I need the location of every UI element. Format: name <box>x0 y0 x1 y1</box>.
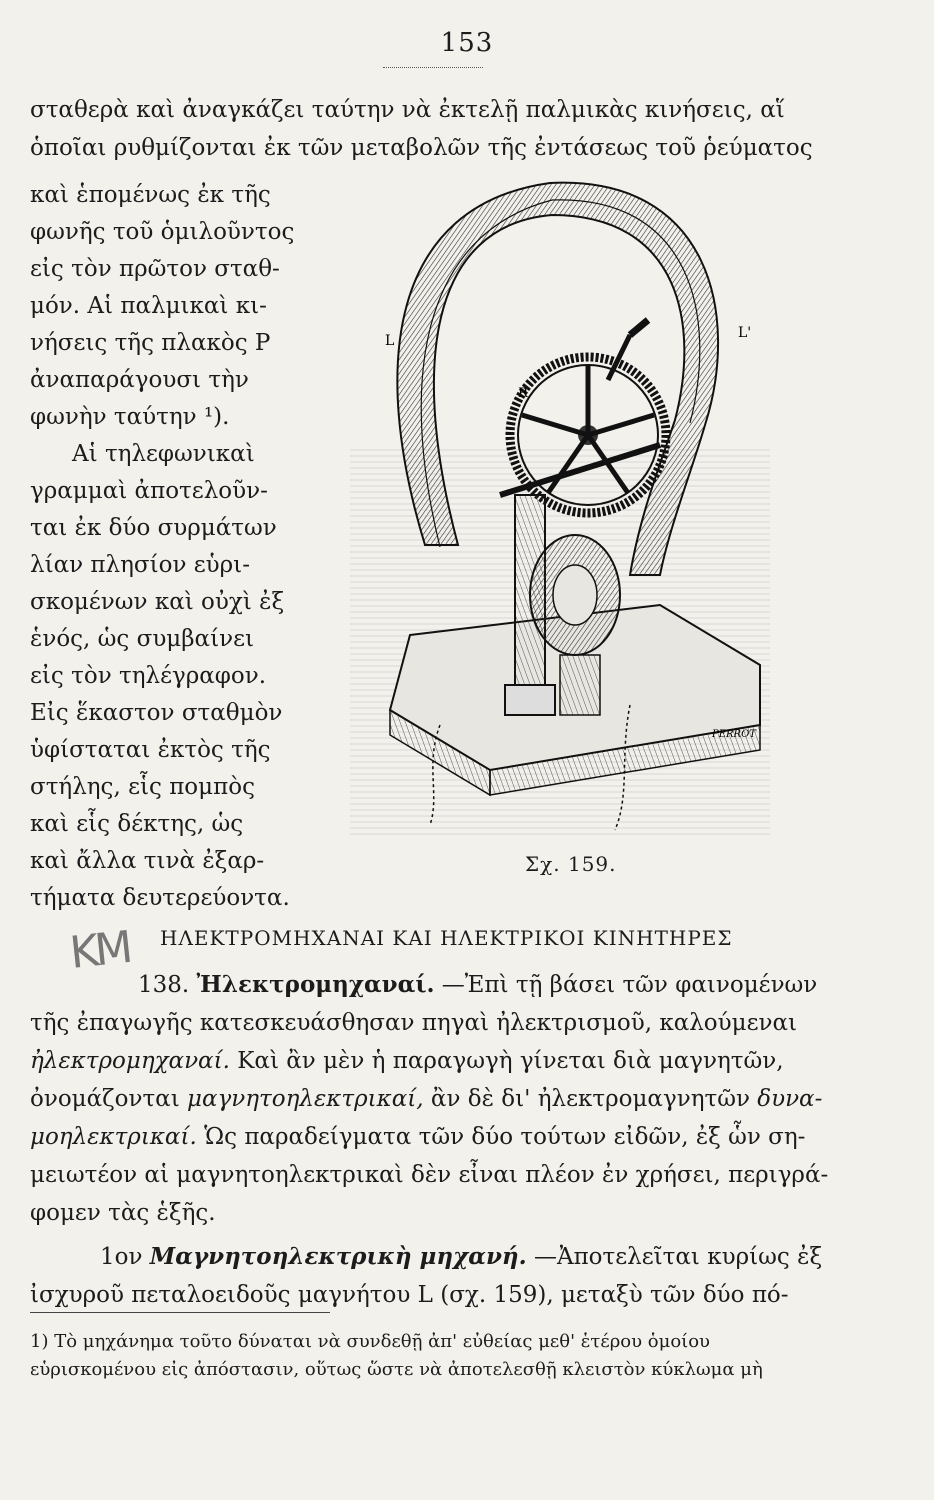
page-number: 153 <box>440 28 494 58</box>
column-line: εἰς τὸν τηλέγραφον. <box>30 663 267 689</box>
section-heading: ΗΛΕΚΤΡΟΜΗΧΑΝΑΙ ΚΑΙ ΗΛΕΚΤΡΙΚΟΙ ΚΙΝΗΤΗΡΕΣ <box>160 926 733 950</box>
handwritten-margin-note: KM <box>67 922 132 979</box>
body-line <box>30 1122 805 1152</box>
column-line: ἑνός, ὡς συμβαίνει <box>30 626 255 652</box>
engraver-signature: PERROT <box>712 729 756 740</box>
section-number: 138. <box>138 972 190 998</box>
column-line: φωνὴν ταύτην ¹). <box>30 404 230 430</box>
body-text: ὀνομάζονται <box>30 1086 180 1112</box>
body-text: ἂν δὲ δι' ἠλεκτρομαγνητῶν <box>430 1086 750 1112</box>
footnote-line: 1) Τὸ μηχάνημα τοῦτο δύναται νὰ συνδεθῇ ἀπ' εὐθείας μεθ' ἑτέρου ὁμοίου <box>30 1331 710 1352</box>
body-line: σταθερὰ καὶ ἀναγκάζει ταύτην νὰ ἐκτελῇ παλμικὰς κινήσεις, αἵ <box>30 97 785 123</box>
column-line: ὑφίσταται ἐκτὸς τῆς <box>30 737 271 763</box>
column-line: καὶ ἄλλα τινὰ ἐξαρ- <box>30 848 265 874</box>
body-line: τῆς ἐπαγωγῆς κατεσκευάσθησαν πηγαὶ ἠλεκτρισμοῦ, καλούμεναι <box>30 1010 798 1036</box>
body-line <box>30 1046 784 1076</box>
magneto-machine-illustration <box>330 165 780 845</box>
column-line: καὶ εἷς δέκτης, ὡς <box>30 811 244 837</box>
column-line: νήσεις τῆς πλακὸς P <box>30 330 271 356</box>
figure-label-l: L <box>385 333 395 349</box>
section-first-line <box>138 970 817 1000</box>
column-line: στήλης, εἷς πομπὸς <box>30 774 255 800</box>
column-line: εἰς τὸν πρῶτον σταθ- <box>30 256 280 282</box>
column-line: Αἱ τηλεφωνικαὶ <box>72 441 255 467</box>
subsection-text: —Ἀποτελεῖται κυρίως ἐξ <box>533 1244 823 1270</box>
column-line: σκομένων καὶ οὐχὶ ἐξ <box>30 589 285 615</box>
column-line: φωνῆς τοῦ ὁμιλοῦντος <box>30 219 295 245</box>
column-line: ἀναπαράγουσι τὴν <box>30 367 249 393</box>
column-line: γραμμαὶ ἀποτελοῦν- <box>30 478 268 504</box>
subsection-line <box>100 1242 822 1272</box>
section-text: —Ἐπὶ τῇ βάσει τῶν φαινομένων <box>441 972 818 998</box>
figure-label-r: R <box>518 386 528 401</box>
italic-term: ἠλεκτρομηχαναί. <box>30 1048 230 1074</box>
subsection-title: Μαγνητοηλεκτρικὴ μηχανή. <box>149 1243 527 1270</box>
italic-term: δυνα- <box>757 1086 823 1112</box>
body-text: Καὶ ἂν μὲν ἡ παραγωγὴ γίνεται διὰ μαγνητῶν, <box>237 1048 784 1074</box>
body-line: ἰσχυροῦ πεταλοειδοῦς μαγνήτου L (σχ. 159), μεταξὺ τῶν δύο πό- <box>30 1282 789 1308</box>
column-line: μόν. Αἱ παλμικαὶ κι- <box>30 293 267 319</box>
column-line: λίαν πλησίον εὑρι- <box>30 552 250 578</box>
figure-caption: Σχ. 159. <box>525 852 617 876</box>
body-line: ὁποῖαι ρυθμίζονται ἐκ τῶν μεταβολῶν τῆς ἐντάσεως τοῦ ῥεύματος <box>30 135 813 161</box>
section-title: Ἠλεκτρομηχαναί. <box>196 971 435 998</box>
body-line <box>30 1084 822 1114</box>
footnote-line: εὑρισκομένου εἰς ἀπόστασιν, οὕτως ὥστε νὰ ἀποτελεσθῇ κλειστὸν κύκλωμα μὴ <box>30 1359 763 1380</box>
figure-label-l-prime: L' <box>738 325 752 341</box>
subsection-label: 1ον <box>100 1244 143 1270</box>
italic-term: μοηλεκτρικαί. <box>30 1124 197 1150</box>
column-line: ται ἐκ δύο συρμάτων <box>30 515 277 541</box>
body-text: Ὡς παραδείγματα τῶν δύο τούτων εἰδῶν, ἐξ ὧν ση- <box>204 1124 806 1150</box>
column-line: Εἰς ἕκαστον σταθμὸν <box>30 700 283 726</box>
italic-term: μαγνητοηλεκτρικαί, <box>187 1086 424 1112</box>
body-line: φομεν τὰς ἑξῆς. <box>30 1200 216 1226</box>
column-line: καὶ ἑπομένως ἐκ τῆς <box>30 182 271 208</box>
column-line: τήματα δευτερεύοντα. <box>30 885 290 911</box>
page-number-rule <box>383 67 483 68</box>
footnote-rule <box>30 1312 330 1313</box>
body-line: μειωτέον αἱ μαγνητοηλεκτρικαὶ δὲν εἶναι πλέον ἐν χρήσει, περιγρά- <box>30 1162 829 1188</box>
